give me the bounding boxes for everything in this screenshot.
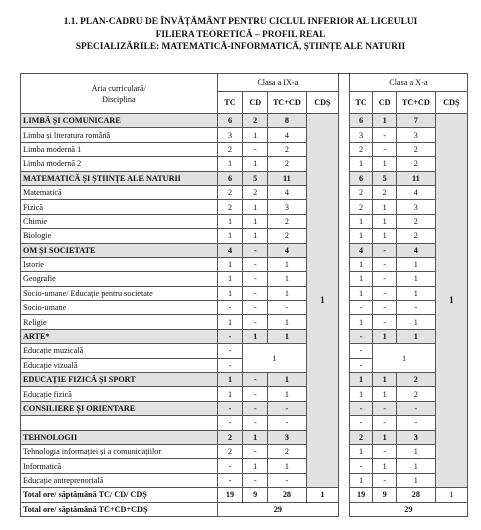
tccd-10: 1 (397, 286, 436, 300)
tc-10: 2 (349, 200, 373, 214)
tc-10: 1 (349, 157, 373, 171)
gap-column (339, 488, 350, 502)
cd-9: - (243, 473, 268, 487)
cd-9: 1 (243, 430, 268, 444)
total-10-3: 1 (435, 488, 467, 502)
tccd-9: - (268, 473, 307, 487)
total-split-label: Total ore/ săptămână TC/ CD/ CDȘ (21, 488, 218, 502)
total-9-0: 19 (217, 488, 243, 502)
discipline-name: Educație muzicală (21, 344, 218, 358)
tc-9: 1 (217, 272, 243, 286)
tc-9: 1 (217, 257, 243, 271)
discipline-name: Limba și literatura română (21, 128, 218, 142)
total-row-sum (21, 502, 468, 516)
discipline-name: Limba modernă 1 (21, 142, 218, 156)
cd-10: 2 (373, 185, 397, 199)
document-heading (0, 16, 481, 54)
discipline-name (21, 416, 218, 430)
cd-9: - (243, 257, 268, 271)
table-row (21, 315, 468, 329)
table-row (21, 387, 468, 401)
cd-10: - (373, 416, 397, 430)
class-10-header: Clasa a X-a (349, 74, 467, 92)
cd-10: 1 (373, 114, 397, 128)
cd-10: 1 (373, 329, 397, 343)
cd-10: 1 (373, 214, 397, 228)
cd-10: - (373, 128, 397, 142)
cd-10: 5 (373, 171, 397, 185)
tc-10: 1 (349, 315, 373, 329)
tc-10: - (349, 401, 373, 415)
col-cd-9: CD (243, 92, 268, 114)
cd-10: - (373, 473, 397, 487)
tccd-10: - (397, 416, 436, 430)
tccd-9: 3 (268, 200, 307, 214)
cd-10: 1 (373, 157, 397, 171)
cd-10: - (373, 142, 397, 156)
cd-10: 1 (373, 229, 397, 243)
section-row-om-si-societate (21, 243, 468, 257)
tccd-10: 3 (397, 430, 436, 444)
tc-9: - (217, 344, 243, 358)
section-row-educatie-fizica-si-sport (21, 373, 468, 387)
cd-9: 5 (243, 171, 268, 185)
tccd-10: - (397, 301, 436, 315)
col-cd-10: CD (373, 92, 397, 114)
tc-9: 6 (217, 171, 243, 185)
tccd-9: 4 (268, 243, 307, 257)
total-10-1: 9 (373, 488, 397, 502)
area-header-line-1: Aria curriculară/ (91, 83, 146, 93)
cd-9: - (243, 243, 268, 257)
table-row (21, 459, 468, 473)
tc-9: 1 (217, 157, 243, 171)
cds-10-merged: 1 (435, 114, 467, 488)
discipline-name: LIMBĂ ȘI COMUNICARE (21, 114, 218, 128)
tc-10: 2 (349, 430, 373, 444)
tccd-9: 11 (268, 171, 307, 185)
tc-9: 2 (217, 185, 243, 199)
cd-9: 2 (243, 114, 268, 128)
cd-9: 1 (243, 157, 268, 171)
tccd-10: 1 (397, 315, 436, 329)
cd-10: 1 (373, 373, 397, 387)
cd-9: - (243, 387, 268, 401)
discipline-name: ARTE* (21, 329, 218, 343)
tc-9: 2 (217, 430, 243, 444)
tc-9: - (217, 401, 243, 415)
total-10-0: 19 (349, 488, 373, 502)
cd-9: 1 (243, 459, 268, 473)
table-row (21, 416, 468, 430)
tc-9: 2 (217, 200, 243, 214)
tccd-9: 1 (268, 387, 307, 401)
tccd-9: 1 (268, 286, 307, 300)
tc-10: 1 (349, 373, 373, 387)
cds-9-merged: 1 (306, 114, 338, 488)
discipline-name: Educație vizuală (21, 358, 218, 372)
tc-9: 1 (217, 387, 243, 401)
tc-9: 1 (217, 315, 243, 329)
tc-10: - (349, 358, 373, 372)
col-tccd-10: TC+CD (397, 92, 436, 114)
tccd-9: - (268, 416, 307, 430)
discipline-name: Informatică (21, 459, 218, 473)
heading-line-2: FILIERA TEORETICĂ – PROFIL REAL (155, 29, 326, 40)
section-row-arte (21, 329, 468, 343)
tccd-10: 2 (397, 229, 436, 243)
tccd-9: - (268, 301, 307, 315)
gap-cell (339, 74, 350, 114)
tc-9: 1 (217, 229, 243, 243)
total-9-3: 1 (306, 488, 338, 502)
section-row-consiliere-si-orientare (21, 401, 468, 415)
tc-9: - (217, 459, 243, 473)
cd-10: - (373, 243, 397, 257)
table-row (21, 301, 468, 315)
tc-9: 2 (217, 142, 243, 156)
table-row (21, 185, 468, 199)
tccd-10: 1 (397, 444, 436, 458)
tccd-10: 1 (397, 473, 436, 487)
cd-9: - (243, 401, 268, 415)
tc-9: 6 (217, 114, 243, 128)
section-row-tehnologii (21, 430, 468, 444)
tc-10: 6 (349, 171, 373, 185)
cd-9: 2 (243, 185, 268, 199)
section-row-matematica-si-stiinte-ale-naturii (21, 171, 468, 185)
tccd-9: 2 (268, 444, 307, 458)
tccd-9: 2 (268, 229, 307, 243)
table-row (21, 200, 468, 214)
cd-9: - (243, 444, 268, 458)
tccd-9: 1 (268, 257, 307, 271)
tc-9: - (217, 416, 243, 430)
tccd-9: 1 (268, 272, 307, 286)
tccd-9: 1 (268, 329, 307, 343)
section-row-limba-si-comunicare (21, 114, 468, 128)
discipline-name: Fizică (21, 200, 218, 214)
cd-10: - (373, 301, 397, 315)
cd-10: 1 (373, 430, 397, 444)
cd-10: - (373, 257, 397, 271)
table-row (21, 157, 468, 171)
total-sum-10: 29 (349, 502, 467, 516)
discipline-name: Socio-umane (21, 301, 218, 315)
discipline-name: MATEMATICĂ ȘI ȘTIINȚE ALE NATURII (21, 171, 218, 185)
cd-10: 1 (373, 200, 397, 214)
tc-10: - (349, 329, 373, 343)
discipline-name: Istorie (21, 257, 218, 271)
tc-9: 3 (217, 128, 243, 142)
table-row (21, 142, 468, 156)
discipline-name: Biologie (21, 229, 218, 243)
tc-10: 1 (349, 272, 373, 286)
tc-9: - (217, 358, 243, 372)
cd-9: 1 (243, 214, 268, 228)
tccd-9: 8 (268, 114, 307, 128)
total-9-1: 9 (243, 488, 268, 502)
heading-line-3: SPECIALIZĂRILE: MATEMATICĂ-INFORMATICĂ, ȘTIINȚE ALE NATURII (75, 42, 406, 53)
cd-9: - (243, 142, 268, 156)
total-sum-9: 29 (217, 502, 338, 516)
discipline-name: Educație antreprenorială (21, 473, 218, 487)
discipline-name: Tehnologia informației și a comunicațiilor (21, 444, 218, 458)
cd-10: - (373, 401, 397, 415)
discipline-name: TEHNOLOGII (21, 430, 218, 444)
tccd-9: 4 (268, 185, 307, 199)
discipline-name: Educație fizică (21, 387, 218, 401)
tccd-9: 1 (268, 315, 307, 329)
tccd-9: 1 (268, 459, 307, 473)
tccd-10: 11 (397, 171, 436, 185)
discipline-name: Chimie (21, 214, 218, 228)
tc-10: 1 (349, 214, 373, 228)
total-10-2: 28 (397, 488, 436, 502)
tc-10: 2 (349, 185, 373, 199)
discipline-name: Matematică (21, 185, 218, 199)
cd-9: - (243, 286, 268, 300)
gap-column (339, 502, 350, 516)
tc-10: - (349, 459, 373, 473)
tc-10: 4 (349, 243, 373, 257)
arts-merged-10: 1 (373, 344, 435, 373)
total-row-split (21, 488, 468, 502)
cd-9: 1 (243, 200, 268, 214)
table-row (21, 229, 468, 243)
cd-9: - (243, 315, 268, 329)
table-row (21, 286, 468, 300)
cd-10: - (373, 444, 397, 458)
tc-10: - (349, 416, 373, 430)
tccd-10: 2 (397, 157, 436, 171)
tccd-10: 3 (397, 128, 436, 142)
table-row (21, 444, 468, 458)
col-cds-10: CDȘ (435, 92, 467, 114)
tccd-9: 2 (268, 142, 307, 156)
cd-9: 1 (243, 329, 268, 343)
col-tc-10: TC (349, 92, 373, 114)
cd-10: - (373, 286, 397, 300)
tc-9: - (217, 473, 243, 487)
tc-10: 1 (349, 229, 373, 243)
tc-10: 6 (349, 114, 373, 128)
col-tc-9: TC (217, 92, 243, 114)
tc-9: 1 (217, 286, 243, 300)
cd-9: 1 (243, 128, 268, 142)
area-header-line-2: Disciplina (101, 94, 136, 104)
table-row (21, 257, 468, 271)
tc-9: - (217, 329, 243, 343)
tccd-10: 2 (397, 387, 436, 401)
tc-10: 1 (349, 286, 373, 300)
cd-10: 1 (373, 387, 397, 401)
tccd-10: 1 (397, 459, 436, 473)
tc-10: 3 (349, 128, 373, 142)
cd-9: - (243, 272, 268, 286)
col-tccd-9: TC+CD (268, 92, 307, 114)
tccd-10: 7 (397, 114, 436, 128)
discipline-name: EDUCAȚIE FIZICĂ ȘI SPORT (21, 373, 218, 387)
table-row (21, 214, 468, 228)
table-body (21, 114, 468, 517)
discipline-name: Socio-umane/ Educație pentru societate (21, 286, 218, 300)
heading-line-1: 1.1. PLAN-CADRU DE ÎNVĂȚĂMÂNT PENTRU CICLUL INFERIOR AL LICEULUI (63, 17, 418, 27)
tc-9: 2 (217, 444, 243, 458)
class-9-header: Clasa a IX-a (217, 74, 338, 92)
tccd-10: 2 (397, 373, 436, 387)
total-9-2: 28 (268, 488, 307, 502)
cd-9: - (243, 416, 268, 430)
table-row (21, 473, 468, 487)
gap-column (339, 114, 350, 488)
area-header (21, 74, 218, 114)
tccd-10: 4 (397, 243, 436, 257)
table-row (21, 344, 468, 358)
col-cds-9: CDȘ (306, 92, 338, 114)
tc-10: 1 (349, 257, 373, 271)
tccd-9: 1 (268, 373, 307, 387)
cd-9: 1 (243, 229, 268, 243)
cd-10: 1 (373, 459, 397, 473)
tccd-9: 4 (268, 128, 307, 142)
tc-10: - (349, 301, 373, 315)
table-row (21, 272, 468, 286)
discipline-name: OM ȘI SOCIETATE (21, 243, 218, 257)
tc-10: - (349, 344, 373, 358)
tccd-10: 1 (397, 329, 436, 343)
tc-10: 1 (349, 444, 373, 458)
tccd-10: 3 (397, 200, 436, 214)
tccd-10: 1 (397, 257, 436, 271)
cd-10: - (373, 272, 397, 286)
table-row (21, 128, 468, 142)
tccd-10: 4 (397, 185, 436, 199)
tccd-9: 2 (268, 157, 307, 171)
tccd-10: 2 (397, 214, 436, 228)
tccd-9: - (268, 401, 307, 415)
tc-10: 2 (349, 142, 373, 156)
cd-9: - (243, 301, 268, 315)
cd-10: - (373, 315, 397, 329)
tccd-10: 2 (397, 142, 436, 156)
discipline-name: Geografie (21, 272, 218, 286)
tccd-9: 2 (268, 214, 307, 228)
tccd-9: 3 (268, 430, 307, 444)
discipline-name: Religie (21, 315, 218, 329)
total-sum-label: Total ore/ săptămână TC+CD+CDȘ (21, 502, 218, 516)
cd-9: - (243, 373, 268, 387)
tc-10: 1 (349, 473, 373, 487)
tc-9: 4 (217, 243, 243, 257)
arts-merged-9: 1 (243, 344, 306, 373)
discipline-name: Limba modernă 2 (21, 157, 218, 171)
tccd-10: - (397, 401, 436, 415)
tc-10: 1 (349, 387, 373, 401)
tc-9: 1 (217, 373, 243, 387)
discipline-name: CONSILIERE ȘI ORIENTARE (21, 401, 218, 415)
tc-9: 1 (217, 214, 243, 228)
tccd-10: 1 (397, 272, 436, 286)
tc-9: - (217, 301, 243, 315)
curriculum-table (20, 73, 468, 517)
